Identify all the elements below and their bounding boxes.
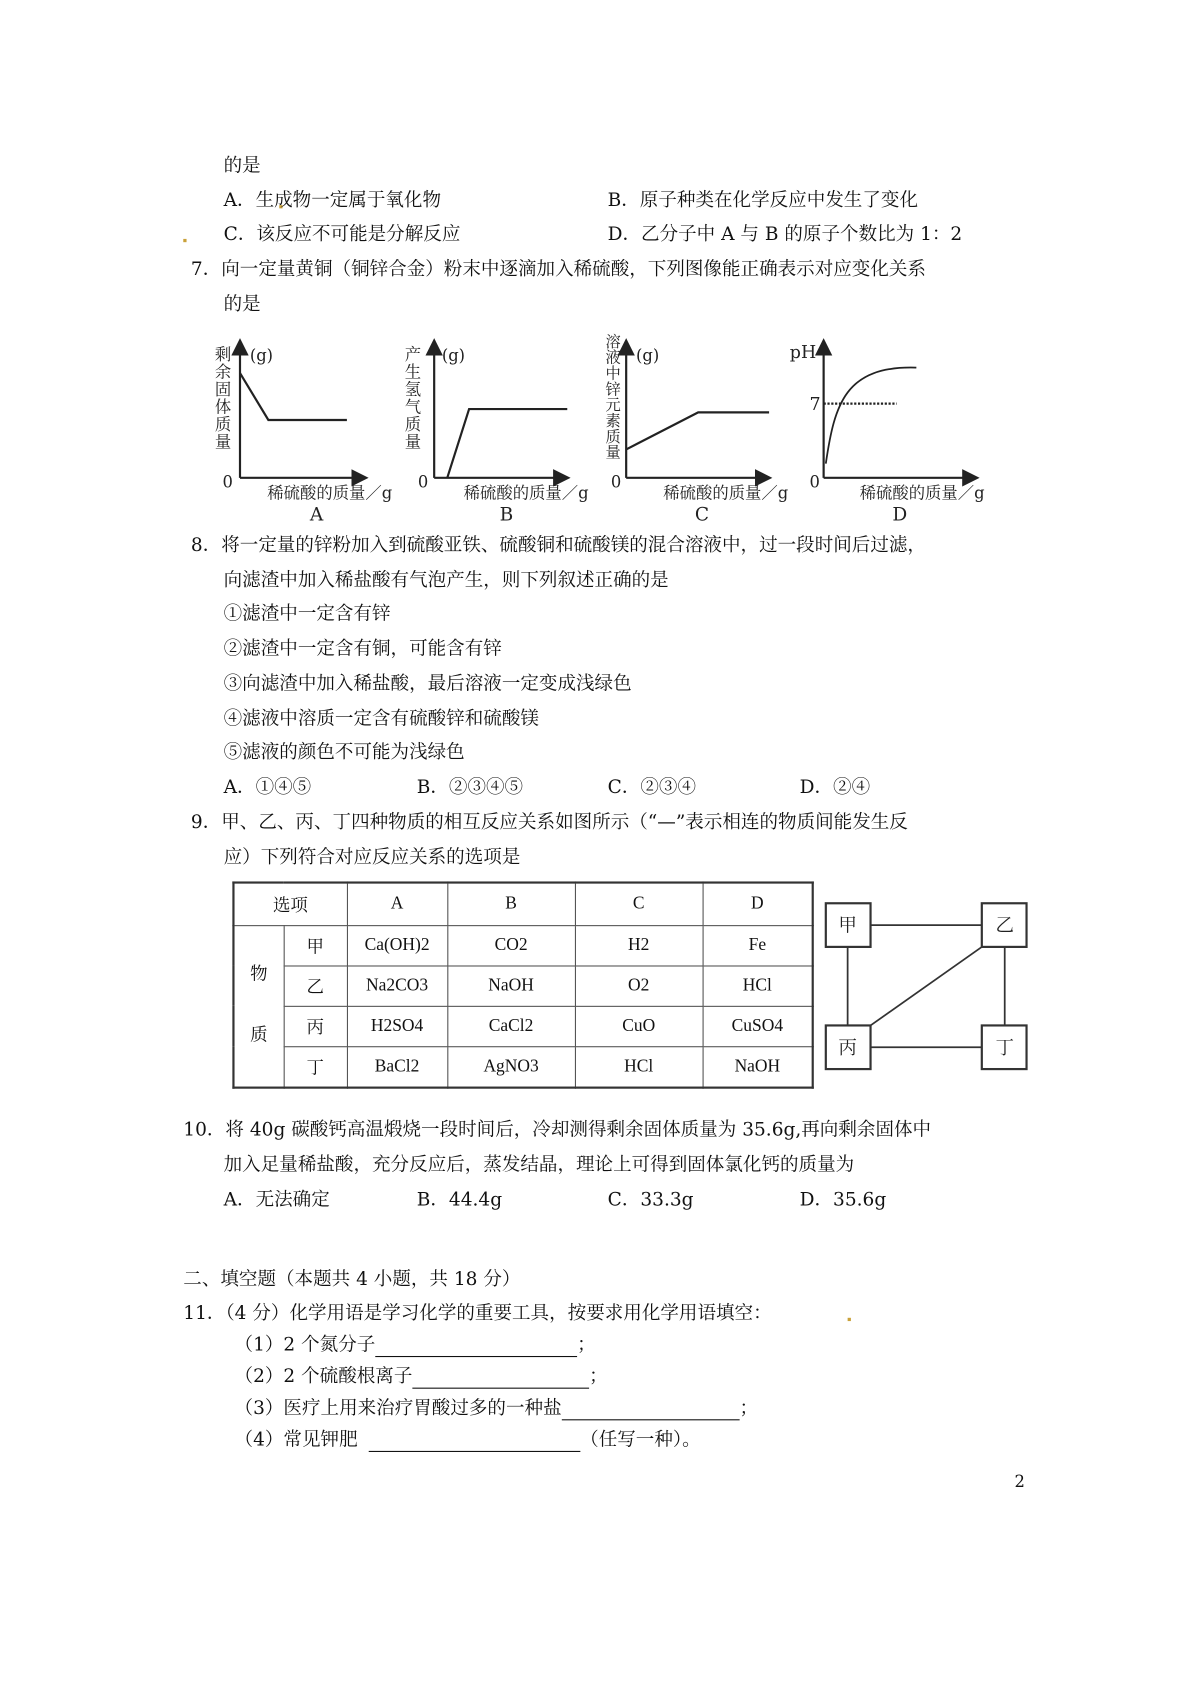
table-cell: HCl	[703, 965, 813, 1005]
node-jia: 甲	[838, 915, 857, 937]
chart-d-ytick: 7	[809, 395, 821, 416]
q10-option-b: B．44.4g	[416, 1189, 503, 1211]
chart-c-xlabel: 稀硫酸的质量／g	[663, 483, 789, 503]
table-cell: CaCl2	[447, 1006, 575, 1046]
row-name: 丙	[284, 1006, 347, 1046]
link-yi-bing	[871, 947, 982, 1026]
series-curve	[826, 368, 917, 464]
answer-blank-3[interactable]	[562, 1400, 740, 1421]
node-ding: 丁	[995, 1037, 1014, 1059]
chart-d-ylabel: pH	[789, 342, 817, 363]
q10-option-a: A．无法确定	[223, 1189, 330, 1211]
chart-d-label: D	[892, 504, 908, 526]
q8-option-d: D．②④	[799, 776, 871, 799]
q9-stem: 9．甲、乙、丙、丁四种物质的相互反应关系如图所示（“—”表示相连的物质间能发生反	[190, 811, 908, 834]
table-cell: NaOH	[703, 1046, 813, 1087]
q8-item: ③向滤渣中加入稀盐酸，最后溶液一定变成浅绿色	[223, 673, 632, 695]
table-col-header: B	[447, 883, 575, 926]
q8-stem-cont: 向滤渣中加入稀盐酸有气泡产生，则下列叙述正确的是	[223, 569, 669, 592]
q11-stem: 11．（4 分）化学用语是学习化学的重要工具，按要求用化学用语填空：	[183, 1302, 772, 1325]
q9-stem-cont: 应）下列符合对应反应关系的选项是	[223, 846, 521, 869]
chart-c-origin: 0	[610, 472, 622, 492]
chart-a	[240, 347, 360, 478]
chart-a-xlabel: 稀硫酸的质量／g	[267, 483, 393, 503]
table-cell: CO2	[447, 925, 575, 965]
q6-option-b: B．原子种类在化学反应中发生了变化	[607, 189, 918, 212]
table-cell: NaOH	[447, 965, 575, 1005]
q11-part-1: （1）2 个氮分子 ；	[234, 1334, 596, 1356]
chart-d-origin: 0	[809, 472, 820, 492]
q7-stem: 7．向一定量黄铜（铜锌合金）粉末中逐滴加入稀硫酸，下列图像能正确表示对应变化关系	[190, 258, 926, 281]
q11-part-4: （4）常见钾肥 （任写一种）。	[234, 1429, 701, 1451]
q6-option-a: A．生成物一定属于氧化物	[223, 189, 442, 212]
q6-stem-cont: 的是	[223, 154, 261, 177]
page-number: 2	[1014, 1471, 1025, 1492]
chart-c-ylabel: 溶液中锌元素质量	[605, 332, 621, 462]
table-cell: CuO	[575, 1006, 703, 1046]
table-cell: Fe	[703, 925, 813, 965]
table-row	[233, 1006, 812, 1046]
table-cell: HCl	[575, 1046, 703, 1087]
q9-relation-diagram	[818, 895, 1036, 1078]
q11-part-2: （2）2 个硫酸根离子 ；	[234, 1365, 608, 1388]
q8-item: ①滤渣中一定含有锌	[223, 603, 391, 626]
q8-option-b: B．②③④⑤	[416, 776, 524, 799]
table-row	[233, 965, 812, 1005]
chart-a-ylabel: 剩余固体质量	[214, 344, 232, 452]
q9-options-table	[232, 881, 813, 1088]
table-col-header: A	[347, 883, 447, 926]
series-line	[626, 412, 769, 449]
q8-item: ④滤液中溶质一定含有硫酸锌和硫酸镁	[223, 707, 539, 730]
node-yi: 乙	[995, 915, 1014, 937]
chart-b-yunit: (g)	[441, 346, 466, 366]
q7-charts	[196, 327, 1003, 529]
table-cell: O2	[575, 965, 703, 1005]
q8-option-c: C．②③④	[607, 776, 697, 799]
row-name: 甲	[284, 925, 347, 965]
q8-option-a: A．①④⑤	[223, 776, 312, 799]
chart-a-origin: 0	[222, 472, 233, 492]
chart-a-label: A	[309, 504, 324, 526]
node-bing: 丙	[838, 1037, 857, 1059]
table-cell: H2	[575, 925, 703, 965]
q10-option-c: C．33.3g	[607, 1189, 694, 1211]
table-cell: Ca(OH)2	[347, 925, 447, 965]
chart-b-label: B	[499, 504, 514, 526]
chart-d	[824, 347, 971, 478]
series-line	[447, 409, 567, 478]
q8-stem: 8．将一定量的锌粉加入到硫酸亚铁、硫酸铜和硫酸镁的混合溶液中，过一段时间后过滤，	[190, 534, 926, 557]
table-col-header: D	[703, 883, 813, 926]
chart-b-ylabel: 产生氢气质量	[404, 344, 422, 452]
chart-b-origin: 0	[417, 472, 429, 492]
table-cell: AgNO3	[447, 1046, 575, 1087]
row-name: 乙	[284, 965, 347, 1005]
chart-c-label: C	[694, 504, 710, 526]
table-cell: H2SO4	[347, 1006, 447, 1046]
q6-option-c: C．该反应不可能是分解反应	[223, 223, 461, 246]
table-cell: Na2CO3	[347, 965, 447, 1005]
q6-option-d: D．乙分子中 A 与 B 的原子个数比为 1：2	[607, 223, 963, 246]
stray-mark	[848, 1318, 851, 1321]
table-row	[233, 1046, 812, 1087]
answer-blank-2[interactable]	[412, 1368, 589, 1389]
answer-blank-1[interactable]	[375, 1336, 577, 1357]
q10-stem: 10．将 40g 碳酸钙高温煅烧一段时间后，冷却测得剩余固体质量为 35.6g,再向剩余固体中	[183, 1119, 932, 1142]
table-col-header: C	[575, 883, 703, 926]
q8-item: ⑤滤液的颜色不可能为浅绿色	[223, 741, 465, 764]
row-name: 丁	[284, 1046, 347, 1087]
q7-stem-cont: 的是	[223, 293, 261, 316]
answer-blank-4[interactable]	[369, 1431, 581, 1452]
series-line	[240, 373, 347, 420]
chart-d-xlabel: 稀硫酸的质量／g	[859, 483, 985, 503]
table-group-label: 物 质	[233, 925, 283, 1087]
q10-stem-cont: 加入足量稀盐酸，充分反应后，蒸发结晶，理论上可得到固体氯化钙的质量为	[223, 1154, 855, 1176]
chart-b-xlabel: 稀硫酸的质量／g	[463, 483, 589, 503]
q10-option-d: D．35.6g	[799, 1189, 887, 1211]
q8-item: ②滤渣中一定含有铜，可能含有锌	[223, 638, 502, 660]
stray-mark	[183, 239, 186, 242]
chart-c	[626, 347, 769, 478]
table-cell: BaCl2	[347, 1046, 447, 1087]
table-row	[233, 925, 812, 965]
chart-c-yunit: (g)	[635, 346, 660, 366]
table-header-label: 选项	[233, 883, 346, 926]
q11-part-3: （3）医疗上用来治疗胃酸过多的一种盐 ；	[234, 1397, 758, 1420]
chart-b	[434, 347, 567, 478]
section-heading: 二、填空题（本题共 4 小题，共 18 分）	[183, 1268, 521, 1291]
chart-a-yunit: (g)	[249, 346, 274, 366]
table-cell: CuSO4	[703, 1006, 813, 1046]
